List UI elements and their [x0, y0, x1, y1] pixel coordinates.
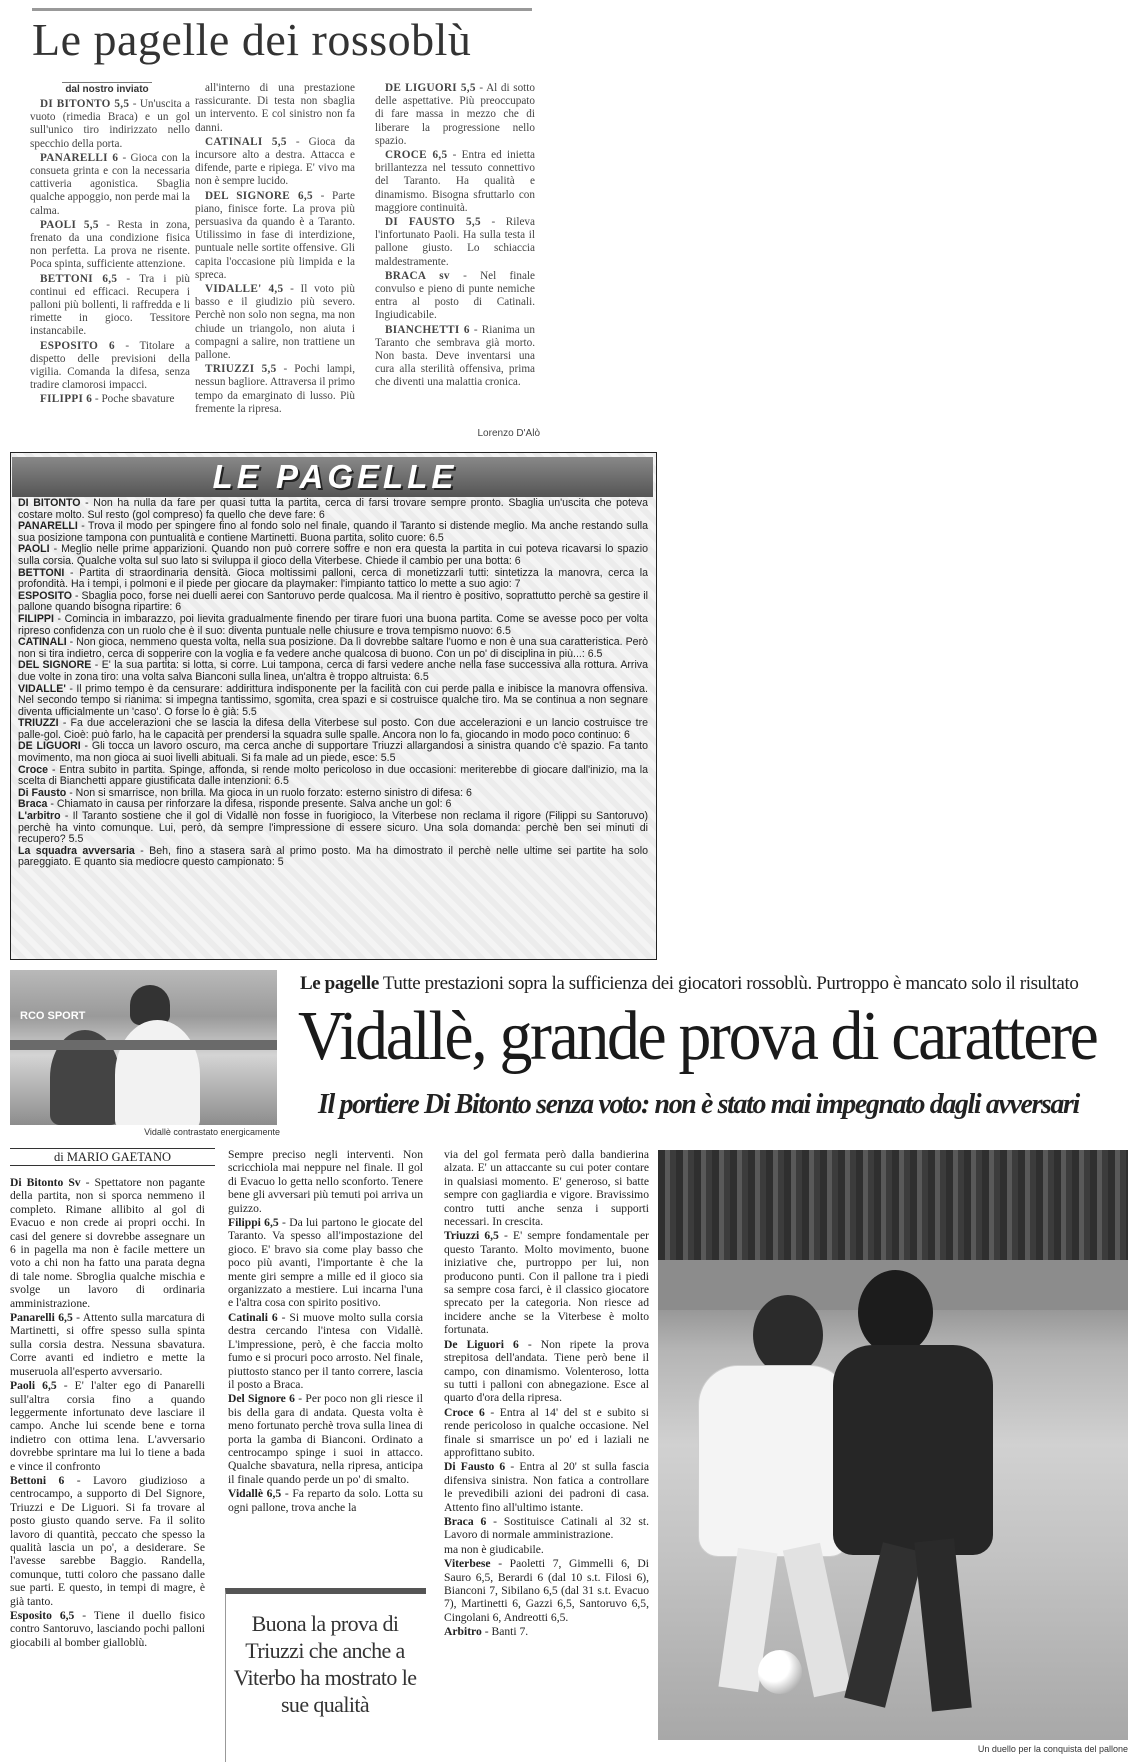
kicker-text: Tutte prestazioni sopra la sufficienza dei giocatori rossoblù. Purtroppo è mancato solo il risultato: [378, 973, 1079, 994]
player-rating: [228, 1216, 423, 1310]
player-comment: - Un'uscita a vuoto (rimedia Braca) e un gol sull'unico tiro indirizzato nello specchio della porta.: [30, 98, 191, 150]
player-name: FILIPPI 6: [40, 393, 93, 406]
player-rating: [444, 1625, 649, 1638]
player-rating: [10, 1176, 205, 1310]
player-name: DEL SIGNORE: [18, 659, 92, 672]
player-name: Panarelli 6,5: [10, 1311, 73, 1325]
player-rating: [18, 614, 648, 637]
player-comment: via del gol fermata però dalla bandierina alzata. E' un attaccante su cui poter contare in qualsiasi momento. E' generoso, si batte sempre con gagliardia e vigore. Bravissimo contro tutti anche senza i supporti necessari. In crescita.: [444, 1148, 649, 1229]
player-rating: [18, 765, 648, 788]
player-comment: - Titolare a dispetto delle previsioni della vigilia. Comanda la difesa, senza tradire clamorosi impacci.: [30, 339, 190, 392]
player-comment: - Banti 7.: [481, 1625, 529, 1639]
player-comment: - Pochi lampi, nessun bagliore. Attraversa il primo tempo da emarginato di lusso. Più fremente la ripresa.: [195, 363, 356, 415]
player-rating: [30, 393, 190, 406]
player-rating: [18, 637, 648, 660]
player-comment: - Beh, fino a stasera sarà al primo posto. Ma ha dimostrato il perchè nelle ultime sei partite ha solo pareggiato. E quanto sia mediocre questo campionato: 5: [18, 844, 648, 869]
player-comment: - Gioca da incursore alto a destra. Attacca e difende, parte e ripiega. E' vivo ma non è sempre lucido.: [195, 135, 356, 188]
player-comment: - E' l'alter ego di Panarelli sull'altra corsia fino a quando leggermente infortunato deve lasciare il campo. Anche lui scende bene e torna indietro con ottima lena. L'avversario dovrebbe sprintare ma lui lo tiene a bada e vince il confronto: [10, 1379, 205, 1473]
player-name: Di Bitonto Sv: [10, 1176, 81, 1189]
player-rating: [228, 1311, 423, 1391]
main-col-3: [444, 1148, 649, 1640]
player-name: Di Fausto 6: [444, 1460, 506, 1474]
photo-small-caption: Vidallè contrastato energicamente: [144, 1127, 280, 1137]
player-name: Di Fausto: [18, 786, 67, 799]
player-rating: [10, 1474, 205, 1608]
photo-big-caption: Un duello per la conquista del pallone: [977, 1744, 1128, 1754]
player-rating: [444, 1515, 649, 1542]
player-comment: - Non ha nulla da fare per quasi tutta la partita, cerca di farsi trovare sempre pronto. Sbaglia un'uscita che poteva costare molto. Sul resto (gol compreso) fa quello che deve fare: 6: [18, 497, 648, 521]
player-comment: - Meglio nelle prime apparizioni. Quando non può correre soffre e non era questa la partita in cui poteva ricavarsi lo spazio sulla corsia. Qualche volta sul suo lato si sviluppa il gioco della Viterbese. Chiede il cambio per una botta: 6: [18, 543, 648, 567]
player-name: Croce 6: [444, 1405, 485, 1419]
player-rating: [444, 1557, 649, 1624]
player-rating: [30, 219, 190, 272]
headline: Vidallè, grande prova di carattere: [298, 998, 1097, 1075]
player-rating: [228, 1487, 423, 1514]
player-comment: - Da lui partono le giocate del Taranto. Va spesso all'impostazione del gioco. E' bravo sia come play basso che poco più avanti, l'importante è che la mente giri sempre a mille ed il gioco sia organizzato a mestiere. Lui incarna l'una e l'altra cosa con spirito positivo.: [228, 1216, 423, 1310]
player-comment: - Sbaglia poco, forse nei duelli aerei con Santoruvo perde qualcosa. Ma il rientro è positivo, soprattutto perchè sa gestire il pallone quando bisogna ripartire: 6: [18, 589, 648, 614]
player-comment: - Chiamato in causa per rinforzare la difesa, risponde presente. Salva anche un gol: 6: [47, 798, 452, 811]
player-rating: [195, 136, 355, 189]
main-byline: di MARIO GAETANO: [10, 1148, 215, 1166]
player-name: Triuzzi 6,5: [444, 1229, 499, 1243]
player-name: Vidallè 6,5: [228, 1487, 282, 1501]
player-rating: [195, 190, 355, 282]
player-rating: [375, 324, 535, 390]
player-rating: [195, 82, 355, 135]
player-name: Paoli 6,5: [10, 1379, 57, 1393]
player-comment: - Lavoro giudizioso a centrocampo, a supporto di Del Signore, Triuzzi e De Liguori. Si fa trovare al posto giusto quando serve. Fa il solito lavoro di quantità, peccato che spesso la qualità lascia un po', a desiderare. Se l'avesse sarebbe Baggio. Randella, comunque, tutti coloro che passano dalle sue parti. E questo, in tempi di magre, è già tanto.: [10, 1473, 206, 1608]
player-comment: - Rileva l'infortunato Paoli. Ha sulla testa il pallone giusto. Lo schiaccia maldestramente.: [375, 216, 535, 268]
player-comment: - Attento sulla marcatura di Martinetti, si offre spesso sulla spinta sulla corsia destra. Nessuna sbavatura. Corre avanti ed indietro e mette la museruola all'esperto avversario.: [10, 1311, 205, 1378]
player-name: ESPOSITO 6: [40, 339, 115, 352]
player-comment: - Fa reparto da solo. Lotta su ogni pallone, trova anche la: [228, 1487, 424, 1514]
photo-small: RCO SPORT: [10, 970, 277, 1125]
kicker-label: Le pagelle: [300, 973, 379, 994]
player-rating: [18, 741, 648, 764]
player-comment: all'interno di una prestazione rassicurante. Di testa non sbaglia un intervento. E col sinistro non fa danni.: [195, 82, 355, 134]
photo-big: [658, 1150, 1128, 1740]
player-comment: - Gli tocca un lavoro oscuro, ma cerca anche di supportare Triuzzi allargandosi a sinistra quando c'è spazio. Fa tanto movimento, ma non gioca ai suoi livelli abituali. Si fa male ad un piede, esce: 5.5: [18, 740, 648, 765]
player-rating: [18, 568, 648, 591]
player-name: Del Signore 6: [228, 1392, 295, 1406]
player-comment: - Per poco non gli riesce il bis della gara di andata. Questa volta è meno fortunato perchè trova sulla linea di porta la gamba di Bianconi. Ordinato a centrocampo spinge i suoi in attacco. Qualche sbavatura, nella ripresa, anticipa il finale quando perde un po' di smalto.: [228, 1392, 423, 1486]
player-rating: [375, 270, 535, 323]
player-rating: [444, 1543, 649, 1556]
player-rating: [10, 1379, 205, 1473]
player-name: FILIPPI: [18, 612, 54, 625]
player-rating: [18, 718, 648, 741]
player-name: TRIUZZI: [18, 717, 59, 730]
player-comment: - Non gioca, nemmeno questa volta, nella sua posizione. Da lì dovrebbe saltare l'uomo e non è una sua caratteristica. Però non si tira indietro, cerca di sopperire con la voglia e fa vedere anche qualcosa di buono. Con un po' di disciplina in più...: 6.5: [18, 636, 648, 660]
player-comment: - Il Taranto sostiene che il gol di Vidallè non fosse in fuorigioco, la Viterbese non reclama il rigore (Filippi su Santoruvo) perchè ha vinto comunque. Lui, però, dà sempre l'impressione di essere sicuro. Una sola domanda: perchè ben sei minuti di recupero? 5.5: [18, 810, 648, 846]
player-name: La squadra avversaria: [18, 844, 135, 857]
player-name: BETTONI 6,5: [40, 272, 118, 285]
player-comment: Sempre preciso negli interventi. Non scricchiola mai neppure nel finale. Il gol di Evacuo lo getta nello sconforto. Tenere bene gli avversari più temuti poi arriva un guizzo.: [228, 1148, 423, 1215]
player-comment: - Comincia in imbarazzo, poi lievita gradualmente finendo per tirare fuori una buona partita. Come se avesse poco per volta ripreso confidenza con un ruolo che è il suo: diventa puntuale nelle chiusure e trova tempismo nuovo: 6.5: [18, 612, 648, 637]
player-rating: [10, 1311, 205, 1378]
player-comment: - Sostituisce Catinali al 32 st. Lavoro di normale amministrazione.: [444, 1514, 649, 1542]
player-name: CROCE 6,5: [385, 149, 448, 162]
player-comment: - Entra al 20' st sulla fascia difensiva sinistra. Non fatica a controllare le prevedibili azioni dei padroni di casa. Attento fino all'ultimo istante.: [444, 1460, 650, 1514]
player-comment: - Poche sbavature: [92, 393, 175, 406]
subhead: Il portiere Di Bitonto senza voto: non è stato mai impegnato dagli avversari: [318, 1088, 1079, 1120]
player-comment: - Il voto più basso e il giudizio più severo. Perchè non solo non segna, ma non chiude un triangolo, non aiuta i compagni a salire, non trattiene un pallone.: [195, 283, 355, 362]
player-comment: - Partita di straordinaria densità. Gioca moltissimi palloni, cerca di monetizzarli tutti: sintetizza la manovra, cerca la profondità. Ha i tempi, i polmoni e il piede per giocare da playmaker: l'impianto tattico lo mette a suo agio: 7: [18, 566, 648, 591]
player-rating: [18, 544, 648, 567]
player-name: PANARELLI 6: [40, 151, 119, 164]
player-rating: [30, 340, 190, 393]
player-name: DI BITONTO: [18, 497, 81, 509]
player-comment: - Fa due accelerazioni che se lascia la difesa della Viterbese sul posto. Con due accelerazioni e un lancio costruisce tre palle-gol. Cioè: può farlo, ha le capacità per prendersi la squadra sulle spalle. Ancora non lo fa, giocando in modo poco continuo: 6: [18, 717, 648, 741]
player-comment: - Spettatore non pagante della partita, non si sporca nemmeno il completo. Rimane allibito al gol di Evacuo e non crede ai propri occhi. In casi del genere si dovrebbe assegnare un 6 in pagella ma non è facile mettere un voto a chi non ha fatto una parata degna di tale nome. Sbroglia qualche mischia e svolge un lavoro di ordinaria amministrazione.: [10, 1176, 205, 1310]
top-article-col-2: [195, 82, 355, 417]
player-name: Esposito 6,5: [10, 1609, 75, 1622]
player-comment: - Entra al 14' del st e subito si rende pericoloso in qualche occasione. Nel finale si smarrisce un po' ed i laziali ne approfittano subito.: [444, 1405, 649, 1459]
player-rating: [18, 684, 648, 719]
player-comment: - Tra i più continui ed efficaci. Recupera i palloni più bollenti, li raffredda e li rimette in gioco. Tessitore instancabile.: [30, 272, 190, 338]
player-rating: [375, 216, 535, 269]
player-comment: - Non si smarrisce, non brilla. Ma gioca in un ruolo forzato: esterno sinistro di difesa: 6: [66, 786, 472, 799]
player-name: Braca: [18, 798, 48, 811]
player-rating: [10, 1609, 205, 1649]
player-name: Braca 6: [444, 1514, 487, 1528]
player-rating: [18, 498, 648, 521]
player-comment: - Gioca con la consueta grinta e con la necessaria cattiveria agonistica. Sbaglia qualche appoggio, non perde mai la calma.: [30, 151, 190, 217]
main-col-2: [228, 1148, 423, 1515]
player-name: PAOLI: [18, 543, 50, 556]
top-article-author: Lorenzo D'Alò: [477, 428, 540, 439]
player-name: PAOLI 5,5: [40, 218, 99, 231]
player-rating: [444, 1148, 649, 1228]
player-name: DI FAUSTO 5,5: [385, 216, 481, 229]
kicker: [300, 972, 1130, 996]
player-name: DE LIGUORI: [18, 740, 81, 753]
player-rating: [18, 811, 648, 846]
player-name: Arbitro: [444, 1625, 482, 1639]
player-comment: - Entra ed inietta brillantezza nel tessuto connettivo del Taranto. Ha qualità e dinamismo. Bisogna sfruttarlo con maggiore continuità.: [375, 149, 535, 214]
player-comment: - Il primo tempo è da censurare: addirittura indisponente per la facilità con cui perde palla e inibisce la manovra offensiva. Nel secondo tempo si rianima: si impegna tantissimo, sgomita, crea spazi e si costruisce qualche tiro. Ma se continua a non segnare diventa ufficialmente un 'caso'. O forse lo è già: 5.5: [18, 682, 648, 718]
player-rating: [444, 1406, 649, 1460]
player-comment: - Resta in zona, frenato da una condizione fisica non perfetta. La prova ne risente. Poca spinta, sufficiente attenzione.: [30, 218, 190, 271]
player-rating: [18, 521, 648, 544]
top-rule: [32, 8, 532, 11]
player-name: TRIUZZI 5,5: [205, 363, 277, 376]
player-name: Filippi 6,5: [228, 1216, 279, 1230]
player-name: BIANCHETTI 6: [385, 323, 470, 336]
player-name: DE LIGUORI 5,5: [385, 82, 476, 94]
player-rating: [195, 283, 355, 362]
player-rating: [375, 82, 535, 148]
player-name: De Liguori 6: [444, 1337, 519, 1351]
player-name: VIDALLE' 4,5: [205, 283, 284, 296]
player-comment: - Si muove molto sulla corsia destra cercando l'intesa con Vidallè. L'impressione, però, è che faccia molto fumo e si procuri poco arrosto. Nel finale, piuttosto stanco per il tanto correre, lascia il posto a Braca.: [228, 1310, 423, 1391]
player-name: CATINALI: [18, 636, 67, 649]
player-rating: [195, 363, 355, 416]
player-name: Catinali 6: [228, 1310, 278, 1324]
player-name: Croce: [18, 763, 49, 776]
player-name: DEL SIGNORE 6,5: [205, 189, 313, 202]
main-col-1: [10, 1176, 205, 1650]
player-rating: [30, 98, 190, 151]
player-name: Bettoni 6: [10, 1473, 65, 1487]
player-comment: - Tiene il duello fisico contro Santoruvo, lasciando pochi palloni giocabili al bomber gialloblù.: [10, 1609, 205, 1649]
player-comment: - Paoletti 7, Gimmelli 6, Di Sauro 6,5, Berardi 6 (dal 10 s.t. Filosi 6), Bianconi 7, Sibilano 6,5 (dal 31 s.t. Evacuo 7), Martinetti 6, Gazzi 6,5, Santoruvo 6,5, Cingolani 6, Andreotti 6,5.: [444, 1557, 649, 1624]
player-comment: - Parte piano, finisce forte. La prova più persuasiva da quando è a Taranto. Utilissimo in fase di interdizione, puntuale nelle sortite offensive. Gli capita l'occasione più limpida e la spreca.: [195, 189, 355, 281]
player-comment: - Nel finale convulso e pieno di punte nemiche entra al posto di Catinali. Ingiudicabile.: [375, 269, 535, 322]
player-name: BRACA sv: [385, 269, 450, 282]
player-rating: [228, 1392, 423, 1486]
player-name: Viterbese: [444, 1557, 491, 1571]
player-comment: - E' la sua partita: si lotta, si corre. Lui tampona, cerca di farsi vedere anche nella fase successiva alla rottura. Arriva due volte in zona tiro: una volta salva Bianconi sulla linea, un'altra è troppo altruista: 6.5: [18, 659, 648, 683]
player-comment: - Rianima un Taranto che sembrava già morto. Non basta. Deve inventarsi una cura alla sterilità offensiva, prima che diventi una malattia cronica.: [375, 323, 535, 389]
player-comment: ma non è giudicabile.: [444, 1542, 544, 1556]
player-name: CATINALI 5,5: [205, 135, 287, 148]
top-article-byline: dal nostro inviato: [62, 82, 152, 95]
player-name: VIDALLE': [18, 682, 66, 695]
player-comment: - E' sempre fondamentale per questo Taranto. Molto movimento, buone iniziative che, purtroppo per lui, non producono punti. Con il pallone tra i piedi sa sempre cosa farci, è il classico giocatore sprecato per la categoria. Non riesce ad incidere anche se la Viterbese è molto fortunata.: [444, 1229, 649, 1337]
player-rating: [18, 660, 648, 683]
player-name: PANARELLI: [18, 520, 78, 533]
player-rating: [444, 1460, 649, 1514]
player-comment: - Entra subito in partita. Spinge, affonda, si rende molto pericoloso in due occasioni: meriterebbe di giocare dall'inizio, ma la scelta di Bianchetti appare giustificata dalle intenzioni: 6.5: [18, 763, 648, 788]
player-comment: - Non ripete la prova strepitosa dell'andata. Tiene però bene il campo, con dinamismo. Volenteroso, lotta su tutti i palloni con abnegazione. Esce al quarto d'ora della ripresa.: [444, 1337, 649, 1405]
top-article-col-1: [30, 98, 190, 408]
player-rating: [18, 846, 648, 869]
player-rating: [228, 1148, 423, 1215]
player-name: DI BITONTO 5,5: [40, 98, 130, 110]
player-comment: - Al di sotto delle aspettative. Più preoccupato di fare massa in mezzo che di liberare la progressione nello spazio.: [375, 82, 535, 147]
top-article-col-3: [375, 82, 535, 391]
player-rating: [18, 591, 648, 614]
player-comment: - Trova il modo per spingere fino al fondo solo nel finale, quando il Taranto si distende meglio. Ma anche restando sulla sua posizione tampona con puntualità e contiene Martinetti. Buona partita, solito cuore: 6.5: [18, 520, 648, 544]
player-name: ESPOSITO: [18, 589, 72, 602]
player-rating: [375, 149, 535, 215]
pagelle-entries: [18, 498, 648, 869]
player-rating: [444, 1229, 649, 1336]
player-name: L'arbitro: [18, 810, 61, 823]
top-article-title: Le pagelle dei rossoblù: [32, 14, 472, 65]
player-rating: [30, 273, 190, 339]
pull-quote: Buona la prova di Triuzzi che anche a Viterbo ha mostrato le sue qualità: [233, 1611, 417, 1717]
player-name: BETTONI: [18, 566, 65, 579]
pagelle-banner-title: LE PAGELLE: [212, 458, 458, 495]
player-rating: [444, 1338, 649, 1405]
player-rating: [30, 152, 190, 218]
